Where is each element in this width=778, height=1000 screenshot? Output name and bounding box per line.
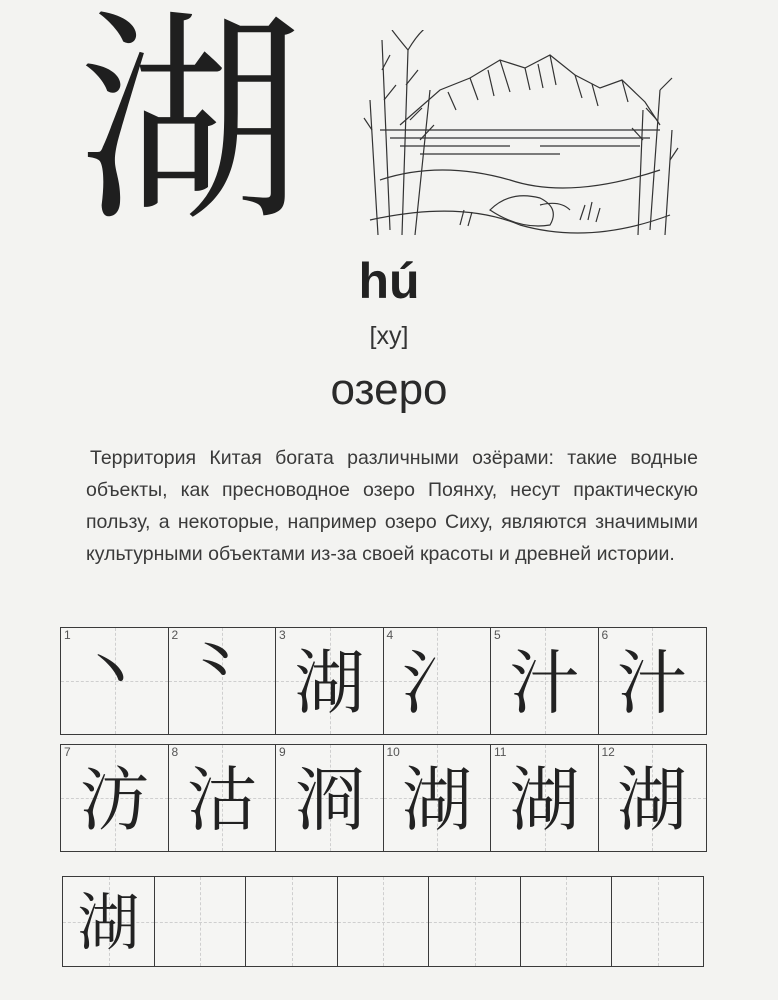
stroke-cell	[60, 627, 169, 735]
practice-cell[interactable]	[154, 876, 247, 967]
stroke-cell	[598, 744, 707, 852]
pinyin: hú	[358, 253, 420, 309]
practice-cell[interactable]	[428, 876, 521, 967]
stroke-number: 3	[279, 628, 286, 642]
stroke-glyph: ⺀	[182, 632, 253, 714]
stroke-cell	[383, 744, 492, 852]
stroke-number: 9	[279, 745, 286, 759]
stroke-glyph: 沽	[187, 759, 257, 841]
practice-cell[interactable]	[611, 876, 704, 967]
stroke-glyph: 湖	[509, 759, 580, 841]
stroke-glyph: 湖	[294, 642, 365, 724]
stroke-glyph: 氵	[402, 642, 472, 724]
stroke-glyph: 汁	[617, 642, 687, 724]
stroke-order-row-2	[60, 744, 705, 852]
stroke-glyph: 浻	[294, 759, 365, 841]
stroke-cell	[168, 627, 277, 735]
stroke-cell	[490, 627, 599, 735]
stroke-number: 5	[494, 628, 501, 642]
stroke-cell	[275, 627, 384, 735]
practice-row	[62, 876, 703, 967]
stroke-cell	[490, 744, 599, 852]
practice-cell[interactable]	[62, 876, 155, 967]
description-text: Территория Китая богата различными озёрами: такие водные объекты, как пресноводное озеро Поянху, несут практическую пользу, а некоторые, например озеро Сиху, являются значимыми культурными объектами из-за своей красоты и древней истории.	[86, 447, 698, 565]
stroke-cell	[168, 744, 277, 852]
lake-illustration	[360, 30, 680, 252]
stroke-glyph: 汸	[79, 759, 150, 841]
stroke-glyph: 丶	[75, 632, 145, 714]
stroke-order-row-1	[60, 627, 705, 735]
stroke-cell	[60, 744, 169, 852]
stroke-cell	[598, 627, 707, 735]
stroke-number: 4	[386, 628, 394, 642]
stroke-number: 6	[601, 628, 609, 642]
hanzi-character: 湖	[78, 0, 303, 253]
stroke-glyph: 湖	[402, 759, 472, 841]
stroke-number: 2	[171, 628, 179, 642]
stroke-number: 12	[601, 745, 615, 759]
meaning: озеро	[330, 365, 448, 414]
transcription: [ху]	[369, 322, 409, 350]
stroke-number: 10	[386, 745, 400, 759]
stroke-number: 1	[64, 628, 71, 642]
stroke-glyph: 湖	[617, 759, 687, 841]
stroke-number: 8	[171, 745, 179, 759]
stroke-number: 11	[494, 745, 507, 759]
practice-glyph: 湖	[77, 886, 140, 959]
practice-cell[interactable]	[245, 876, 338, 967]
stroke-glyph: 汁	[509, 642, 580, 724]
stroke-cell	[275, 744, 384, 852]
stroke-cell	[383, 627, 492, 735]
practice-cell[interactable]	[520, 876, 613, 967]
stroke-number: 7	[64, 745, 71, 759]
practice-cell[interactable]	[337, 876, 430, 967]
